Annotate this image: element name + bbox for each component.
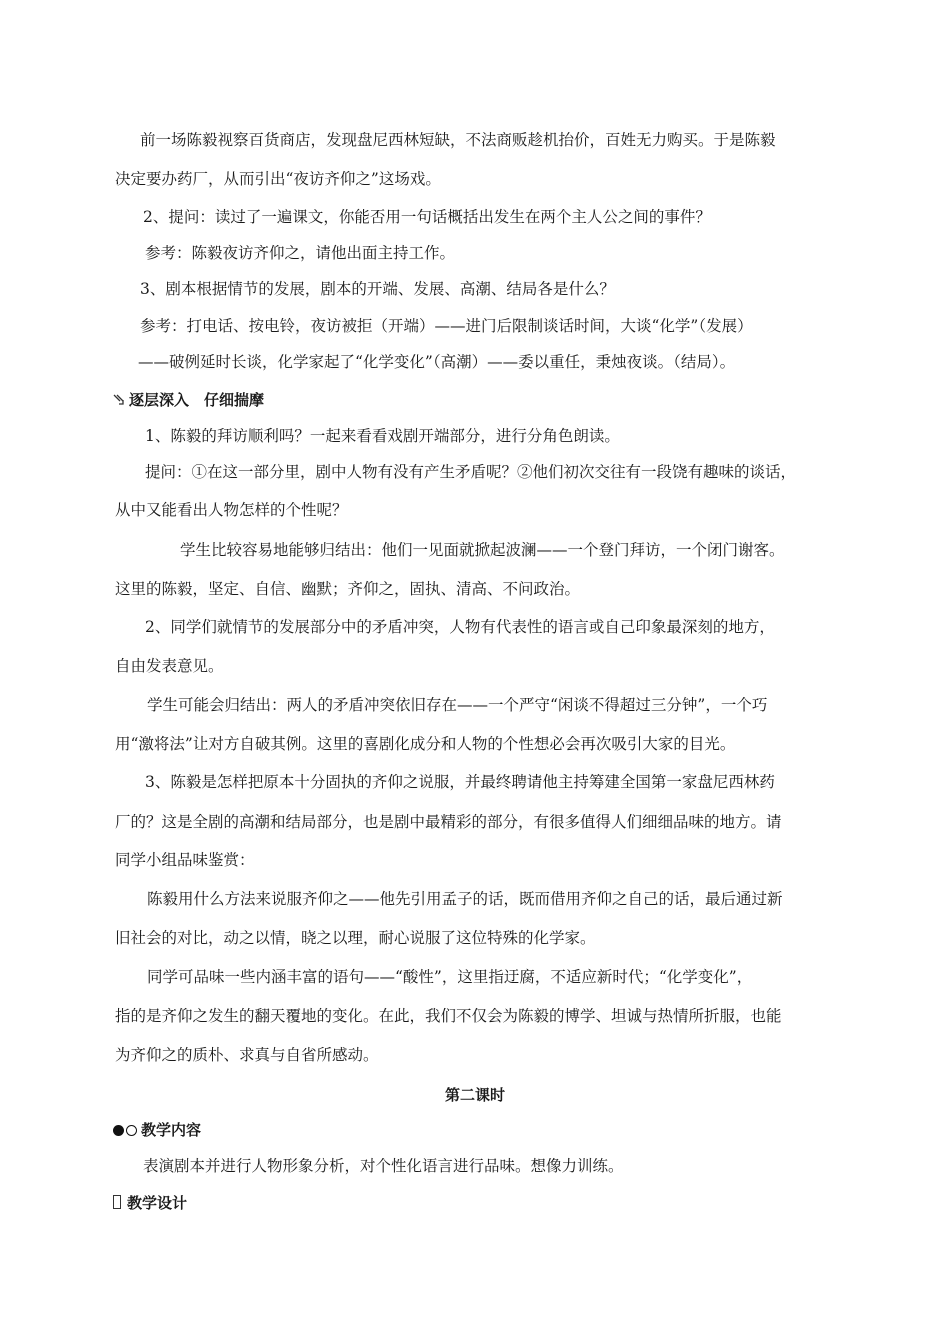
paragraph: 这里的陈毅，坚定、自信、幽默；齐仰之，固执、清高、不问政治。 <box>115 580 581 598</box>
content-heading-text: 教学内容 <box>141 1121 202 1139</box>
box-icon <box>113 1195 121 1209</box>
paragraph: 用“激将法”让对方自破其例。这里的喜剧化成分和人物的个性想必会再次吸引大家的目光。 <box>115 735 736 753</box>
paragraph: 3、陈毅是怎样把原本十分固执的齐仰之说服，并最终聘请他主持筹建全国第一家盘尼西林药 <box>145 773 775 791</box>
paragraph: 参考：陈毅夜访齐仰之，请他出面主持工作。 <box>145 244 456 262</box>
filled-circle-icon <box>113 1125 124 1136</box>
paragraph: 指的是齐仰之发生的翻天覆地的变化。在此，我们不仅会为陈毅的博学、坦诚与热情所折服，也能 <box>115 1007 782 1025</box>
paragraph: 从中又能看出人物怎样的个性呢？ <box>115 501 348 519</box>
paragraph: 同学小组品味鉴赏： <box>115 851 255 869</box>
paragraph: 1、陈毅的拜访顺利吗？一起来看看戏剧开端部分，进行分角色朗读。 <box>145 427 620 445</box>
paragraph: 学生可能会归结出：两人的矛盾冲突依旧存在——一个严守“闲谈不得超过三分钟”，一个巧 <box>147 696 768 714</box>
paragraph: 自由发表意见。 <box>115 657 224 675</box>
paragraph: 学生比较容易地能够归结出：他们一见面就掀起波澜——一个登门拜访，一个闭门谢客。 <box>180 541 785 559</box>
paragraph: ——破例延时长谈，化学家起了“化学变化”（高潮）——委以重任，秉烛夜谈。（结局）。 <box>138 353 736 371</box>
paragraph: 参考：打电话、按电铃，夜访被拒（开端）——进门后限制谈话时间，大谈“化学”（发展） <box>140 317 753 335</box>
open-circle-icon <box>126 1125 137 1136</box>
paragraph: 同学可品味一些内涵丰富的语句——“酸性”，这里指迂腐，不适应新时代；“化学变化”， <box>147 968 753 986</box>
paragraph: 2、同学们就情节的发展部分中的矛盾冲突，人物有代表性的语言或自己印象最深刻的地方， <box>145 618 775 636</box>
paragraph: 3、剧本根据情节的发展，剧本的开端、发展、高潮、结局各是什么？ <box>140 280 615 298</box>
paragraph: 提问：①在这一部分里，剧中人物有没有产生矛盾呢？②他们初次交往有一段饶有趣味的谈话， <box>145 463 797 481</box>
paragraph: 陈毅用什么方法来说服齐仰之——他先引用孟子的话，既而借用齐仰之自己的话，最后通过新 <box>147 890 783 908</box>
double-arrow-icon <box>113 394 125 406</box>
section-heading <box>113 390 264 410</box>
paragraph: 前一场陈毅视察百货商店，发现盘尼西林短缺，不法商贩趁机抬价，百姓无力购买。于是陈毅 <box>140 131 776 149</box>
paragraph: 为齐仰之的质朴、求真与自省所感动。 <box>115 1046 379 1064</box>
lesson-title: 第二课时 <box>444 1086 505 1104</box>
paragraph: 厂的？这是全剧的高潮和结局部分，也是剧中最精彩的部分，有很多值得人们细细品味的地方。请 <box>115 813 782 831</box>
section-heading-text: 逐层深入 仔细揣摩 <box>129 391 265 409</box>
design-heading-text: 教学设计 <box>127 1194 188 1212</box>
paragraph: 2、提问：读过了一遍课文，你能否用一句话概括出发生在两个主人公之间的事件？ <box>143 208 711 226</box>
design-heading <box>113 1193 187 1213</box>
content-heading <box>113 1120 201 1140</box>
paragraph: 旧社会的对比，动之以情，晓之以理，耐心说服了这位特殊的化学家。 <box>115 929 596 947</box>
paragraph: 表演剧本并进行人物形象分析，对个性化语言进行品味。想像力训练。 <box>143 1157 624 1175</box>
paragraph: 决定要办药厂，从而引出“夜访齐仰之”这场戏。 <box>115 170 441 188</box>
